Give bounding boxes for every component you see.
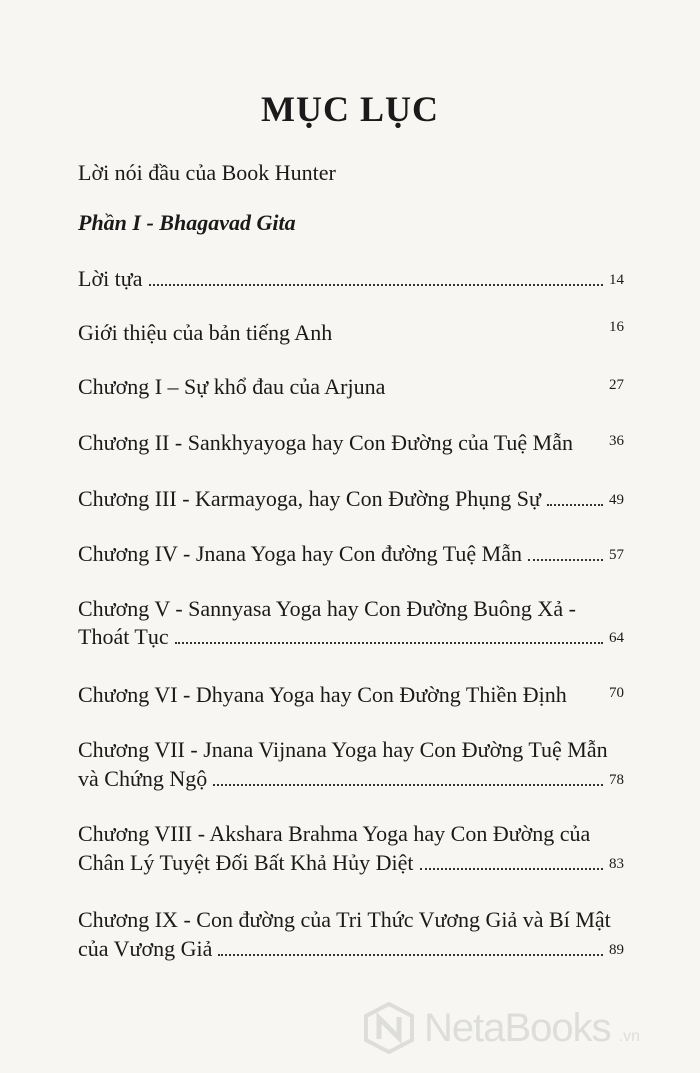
entry-title: Thoát Tục	[78, 624, 169, 649]
entry-title: Chương III - Karmayoga, hay Con Đường Phụng Sự	[78, 486, 541, 511]
dot-leader	[420, 868, 604, 870]
toc-entry	[78, 764, 624, 792]
entry-title-line1: Chương V - Sannyasa Yoga hay Con Đường Buông Xả -	[78, 596, 576, 621]
page-number: 49	[609, 492, 624, 508]
entry-title-line1: Chương VIII - Akshara Brahma Yoga hay Con Đường của	[78, 821, 591, 846]
watermark-suffix: .vn	[618, 1028, 641, 1045]
page-number: 89	[609, 942, 624, 958]
dot-leader	[547, 504, 603, 506]
page-title: MỤC LỤC	[261, 89, 439, 129]
page-number: 36	[609, 433, 624, 449]
entry-title: Chương IV - Jnana Yoga hay Con đường Tuệ Mẫn	[78, 541, 522, 566]
entry-title: Giới thiệu của bản tiếng Anh	[78, 320, 333, 345]
toc-entry	[78, 484, 624, 512]
toc-entry	[78, 318, 624, 346]
toc-entry	[78, 680, 624, 708]
toc-entry-line1	[78, 821, 624, 847]
entry-title: Chương VI - Dhyana Yoga hay Con Đường Thiền Định	[78, 682, 567, 707]
dot-leader	[528, 559, 603, 561]
dot-leader	[218, 954, 603, 956]
entry-title: Chương II - Sankhyayoga hay Con Đường của Tuệ Mẫn	[78, 430, 574, 455]
netabooks-watermark	[362, 1000, 640, 1056]
page-number: 57	[609, 547, 624, 563]
entry-title-line1: Chương VII - Jnana Vijnana Yoga hay Con Đường Tuệ Mẫn	[78, 737, 608, 762]
page-number: 78	[609, 772, 624, 788]
part-heading: Phần I - Bhagavad Gita	[78, 210, 296, 235]
entry-title: Chương I – Sự khổ đau của Arjuna	[78, 374, 386, 399]
page-number: 70	[609, 685, 624, 701]
entry-title: và Chứng Ngộ	[78, 766, 208, 791]
page-number: 64	[609, 630, 624, 646]
page-number: 27	[609, 377, 624, 393]
entry-title-line1: Chương IX - Con đường của Tri Thức Vương Giả và Bí Mật	[78, 907, 611, 932]
toc-entry	[78, 539, 624, 567]
toc-entry	[78, 848, 624, 876]
entry-title: của Vương Giả	[78, 936, 213, 961]
toc-entry	[78, 372, 624, 400]
entry-title: Lời tựa	[78, 266, 143, 291]
page-number: 16	[609, 319, 624, 335]
intro-entry: Lời nói đầu của Book Hunter	[78, 160, 336, 185]
dot-leader	[175, 642, 603, 644]
toc-entry	[78, 622, 624, 650]
page-number: 83	[609, 856, 624, 872]
dot-leader	[149, 284, 604, 286]
dot-leader	[213, 784, 603, 786]
toc-entry-line1	[78, 907, 624, 933]
entry-title: Chân Lý Tuyệt Đối Bất Khả Hủy Diệt	[78, 850, 414, 875]
toc-entry	[78, 934, 624, 962]
watermark-brand: NetaBooks	[424, 1005, 611, 1050]
toc-entry-line1	[78, 737, 624, 763]
page-number: 14	[609, 272, 624, 288]
toc-entry-line1	[78, 596, 624, 622]
toc-entry	[78, 264, 624, 292]
toc-entry	[78, 428, 624, 456]
netabooks-logo-icon	[362, 1001, 416, 1055]
